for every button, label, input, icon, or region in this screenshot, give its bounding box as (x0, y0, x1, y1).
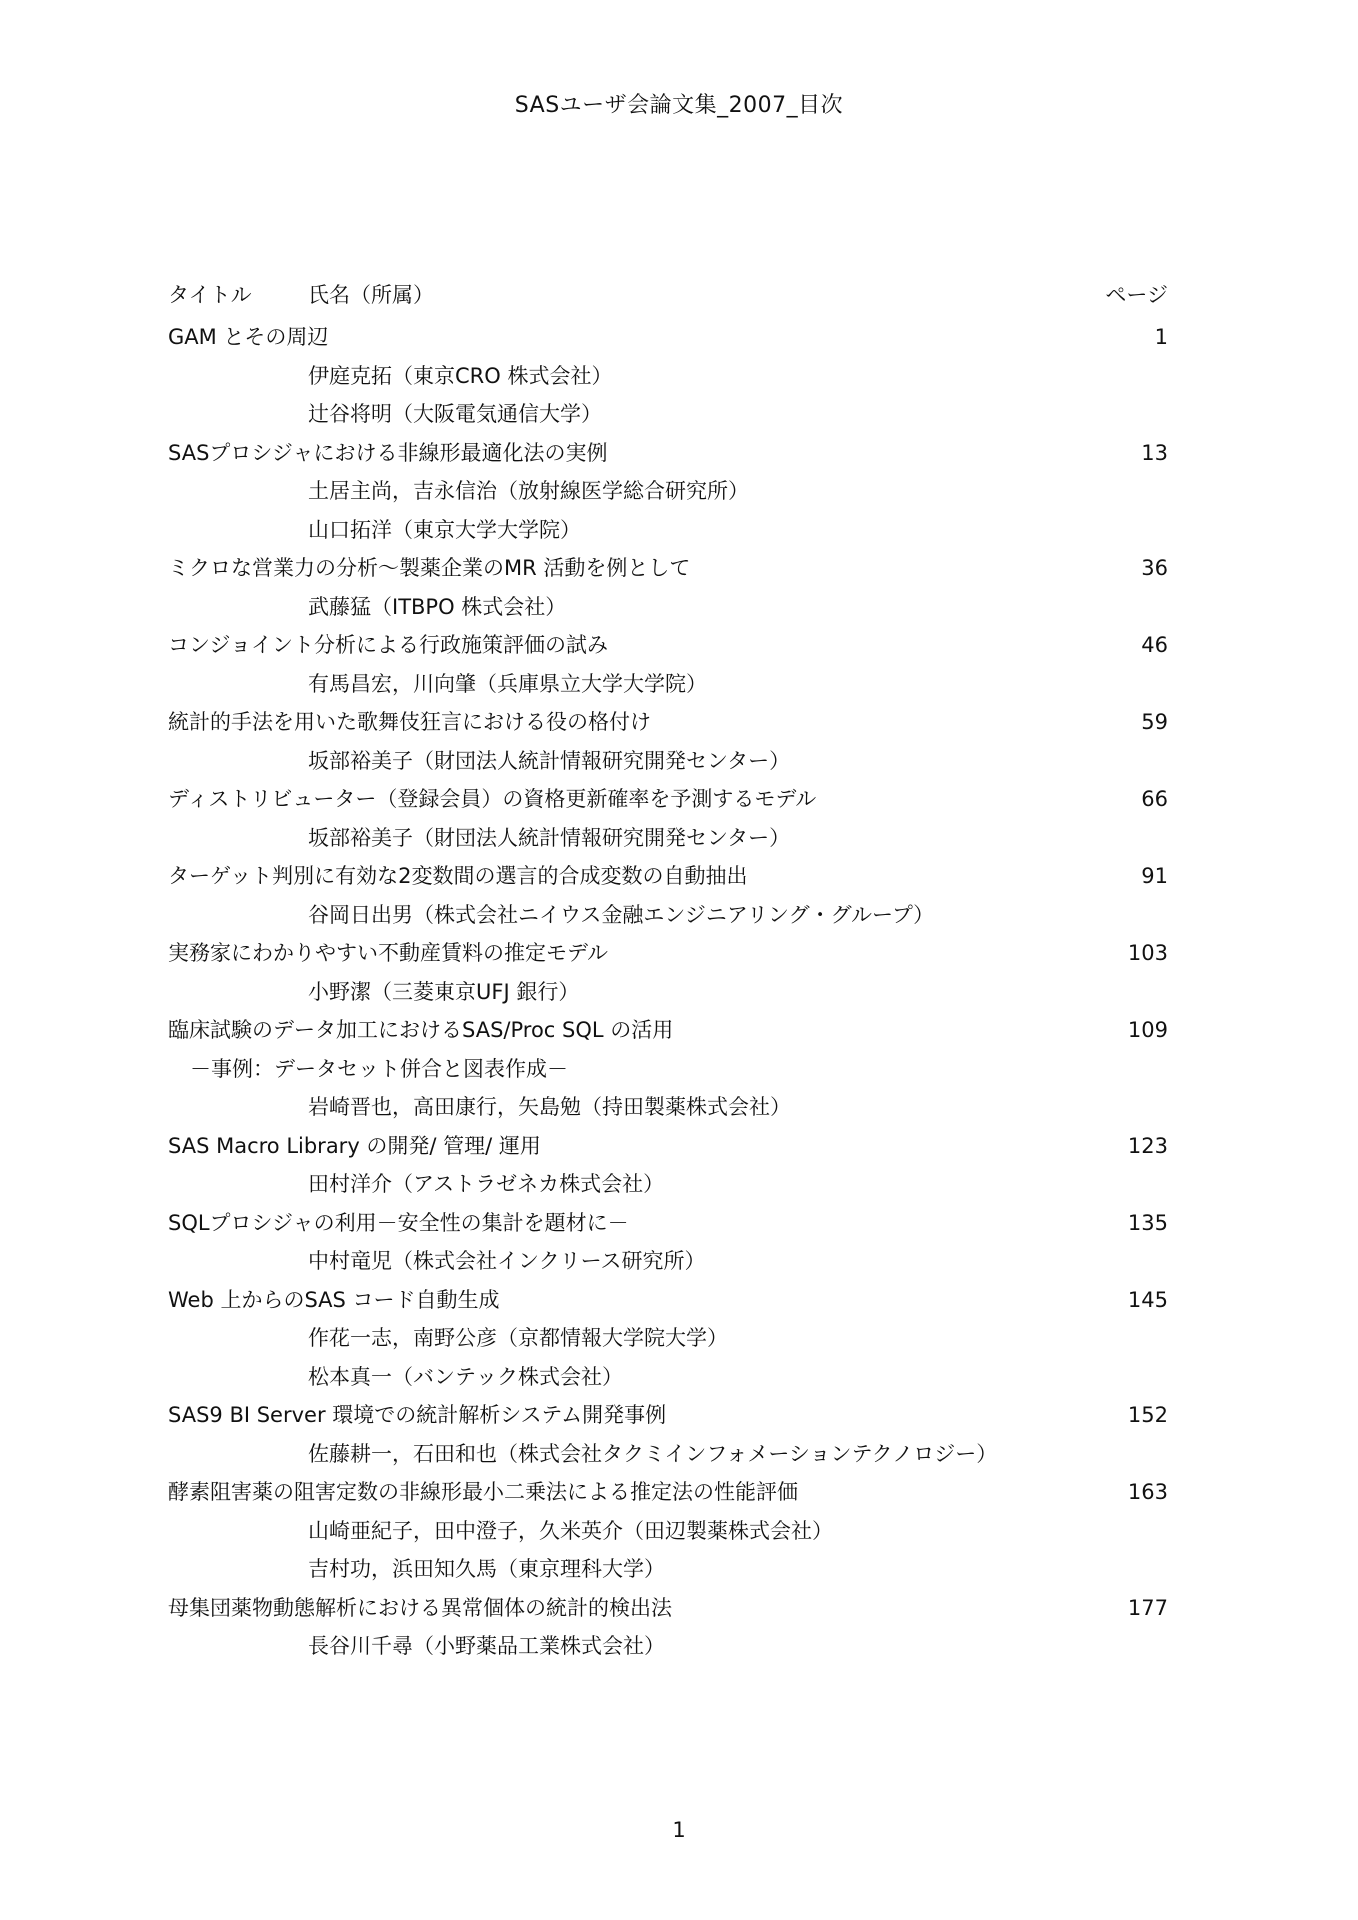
toc-entry (168, 626, 1168, 665)
entry-title: ターゲット判別に有効な2変数間の選言的合成変数の自動抽出 (168, 864, 748, 888)
entry-authors: 土居主尚，吉永信治（放射線医学総合研究所） (308, 479, 749, 503)
entry-page-number: 59 (1141, 710, 1168, 734)
toc-entry (168, 1589, 1168, 1628)
toc-entry (168, 1011, 1168, 1050)
entry-title: SAS9 BI Server 環境での統計解析システム開発事例 (168, 1403, 667, 1427)
author-row (168, 1358, 1168, 1397)
entry-authors: 岩崎晋也，高田康行，矢島勉（持田製薬株式会社） (308, 1095, 791, 1119)
entry-page-number: 91 (1141, 864, 1168, 888)
toc-entry (168, 1127, 1168, 1166)
entry-authors: 中村竜児（株式会社インクリース研究所） (308, 1249, 706, 1273)
entry-title: 統計的手法を用いた歌舞伎狂言における役の格付け (168, 710, 651, 734)
entry-authors: 有馬昌宏，川向肇（兵庫県立大学大学院） (308, 671, 707, 696)
entry-page-number: 145 (1127, 1287, 1168, 1312)
entry-title: Web 上からのSAS コード自動生成 (168, 1287, 500, 1312)
author-row (168, 1550, 1168, 1589)
author-row (168, 1165, 1168, 1204)
toc-entry (168, 1396, 1168, 1435)
page-number: 1 (672, 1818, 686, 1842)
author-row (168, 665, 1168, 704)
entry-page-number: 163 (1127, 1480, 1168, 1504)
entry-page-number: 152 (1127, 1403, 1168, 1427)
entry-authors: 武藤猛（ITBPO 株式会社） (308, 594, 567, 619)
author-row (168, 357, 1168, 396)
author-row (168, 472, 1168, 511)
toc-entry (168, 549, 1168, 588)
toc-entry (168, 318, 1168, 357)
entry-authors: 小野潔（三菱東京UFJ 銀行） (308, 979, 580, 1004)
author-row (168, 588, 1168, 627)
entry-authors: 山口拓洋（東京大学大学院） (308, 517, 581, 542)
entry-title: SAS Macro Library の開発/ 管理/ 運用 (168, 1133, 541, 1158)
entry-title: SASプロシジャにおける非線形最適化法の実例 (168, 440, 608, 465)
column-header-author: 氏名（所属） (308, 283, 434, 307)
entry-page-number: 177 (1127, 1595, 1168, 1620)
toc-entry (168, 1281, 1168, 1320)
author-row (168, 395, 1168, 434)
author-row (168, 1435, 1168, 1474)
table-of-contents (168, 272, 1168, 1666)
toc-entry (168, 434, 1168, 473)
author-row (168, 819, 1168, 858)
entry-page-number: 123 (1127, 1133, 1168, 1158)
entry-authors: 谷岡日出男（株式会社ニイウス金融エンジニアリング・グループ） (308, 902, 935, 927)
author-row (168, 511, 1168, 550)
entry-page-number: 1 (1154, 325, 1168, 349)
author-row (168, 1319, 1168, 1358)
entry-subtitle-row (168, 1050, 1168, 1089)
entry-authors: 作花一志，南野公彦（京都情報大学院大学） (308, 1326, 728, 1350)
toc-entry (168, 857, 1168, 896)
entry-title: ディストリビューター（登録会員）の資格更新確率を予測するモデル (168, 787, 817, 811)
author-row (168, 742, 1168, 781)
author-row (168, 1242, 1168, 1281)
entry-title: 酵素阻害薬の阻害定数の非線形最小二乗法による推定法の性能評価 (168, 1480, 798, 1504)
entry-page-number: 13 (1141, 440, 1168, 465)
entry-authors: 伊庭克拓（東京CRO 株式会社） (308, 363, 613, 388)
entry-title: 臨床試験のデータ加工におけるSAS/Proc SQL の活用 (168, 1018, 674, 1042)
author-row (168, 1512, 1168, 1551)
column-header-row (168, 272, 1168, 318)
entry-title: 母集団薬物動態解析における異常個体の統計的検出法 (168, 1595, 672, 1620)
document-title: SASユーザ会論文集_2007_目次 (514, 93, 844, 118)
entry-title: ミクロな営業力の分析～製薬企業のMR 活動を例として (168, 556, 691, 580)
entry-title: 実務家にわかりやすい不動産賃料の推定モデル (168, 941, 608, 965)
entry-title: SQLプロシジャの利用－安全性の集計を題材に－ (168, 1210, 629, 1235)
entry-page-number: 135 (1127, 1210, 1168, 1235)
entry-title: コンジョイント分析による行政施策評価の試み (168, 633, 609, 657)
entry-authors: 松本真一（バンテック株式会社） (308, 1364, 623, 1389)
toc-entry (168, 1204, 1168, 1243)
entry-authors: 長谷川千尋（小野薬品工業株式会社） (308, 1634, 665, 1658)
column-header-page: ページ (1105, 283, 1168, 307)
entry-authors: 田村洋介（アストラゼネカ株式会社） (308, 1172, 665, 1196)
toc-entry (168, 780, 1168, 819)
entry-page-number: 103 (1127, 941, 1168, 965)
entry-authors: 佐藤耕一，石田和也（株式会社タクミインフォメーションテクノロジー） (308, 1441, 998, 1466)
entry-authors: 坂部裕美子（財団法人統計情報研究開発センター） (308, 748, 791, 773)
column-header-title: タイトル (168, 283, 252, 307)
toc-entry (168, 1473, 1168, 1512)
entry-subtitle: －事例：データセット併合と図表作成－ (190, 1056, 568, 1081)
entry-page-number: 109 (1127, 1018, 1168, 1042)
entry-authors: 坂部裕美子（財団法人統計情報研究開発センター） (308, 825, 791, 850)
toc-entry (168, 934, 1168, 973)
entry-title: GAM とその周辺 (168, 325, 329, 349)
entry-page-number: 66 (1141, 787, 1168, 811)
entry-authors: 辻谷将明（大阪電気通信大学） (308, 402, 602, 426)
author-row (168, 1627, 1168, 1666)
entry-page-number: 46 (1141, 633, 1168, 657)
author-row (168, 973, 1168, 1012)
entry-page-number: 36 (1141, 556, 1168, 580)
toc-entries (168, 318, 1168, 1666)
author-row (168, 1088, 1168, 1127)
entry-authors: 吉村功，浜田知久馬（東京理科大学） (308, 1557, 665, 1581)
author-row (168, 896, 1168, 935)
toc-entry (168, 703, 1168, 742)
entry-authors: 山崎亜紀子，田中澄子，久米英介（田辺製薬株式会社） (308, 1518, 833, 1543)
